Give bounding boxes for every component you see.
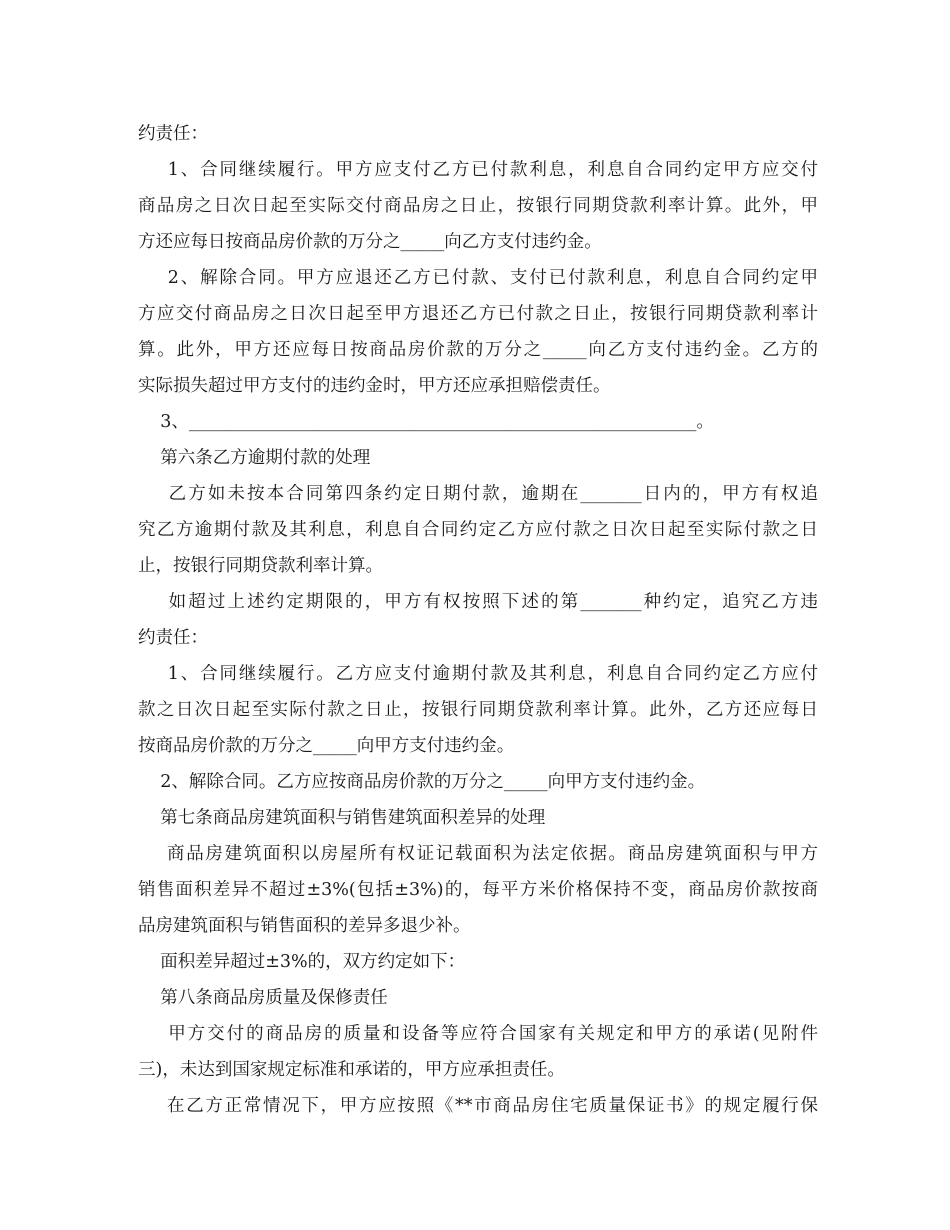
text-line: 约责任：	[138, 628, 208, 648]
text-line: 在乙方正常情况下，甲方应按照《**市商品房住宅质量保证书》的规定履行保	[138, 1096, 818, 1116]
section-heading: 第七条商品房建筑面积与销售建筑面积差异的处理	[138, 808, 546, 828]
text-line: 2、解除合同。乙方应按商品房价款的万分之_____向甲方支付违约金。	[138, 772, 706, 792]
document-body	[138, 116, 818, 1124]
text-line: 2、解除合同。甲方应退还乙方已付款、支付已付款利息，利息自合同约定甲	[138, 268, 818, 288]
text-line: 款之日次日起至实际付款之日止，按银行同期贷款利率计算。此外，乙方还应每日	[138, 700, 818, 720]
text-line: 究乙方逾期付款及其利息，利息自合同约定乙方应付款之日次日起至实际付款之日	[138, 520, 818, 540]
text-line: 商品房建筑面积以房屋所有权证记载面积为法定依据。商品房建筑面积与甲方	[138, 844, 818, 864]
section-heading: 第八条商品房质量及保修责任	[138, 988, 388, 1008]
text-line: 3、__________________________________________________________。	[138, 412, 714, 432]
text-line: 方应交付商品房之日次日起至甲方退还乙方已付款之日止，按银行同期贷款利率计	[138, 304, 818, 324]
text-line: 算。此外，甲方还应每日按商品房价款的万分之_____向乙方支付违约金。乙方的	[138, 340, 818, 360]
text-line: 乙方如未按本合同第四条约定日期付款，逾期在_______日内的，甲方有权追	[138, 484, 818, 504]
text-line: 1、合同继续履行。甲方应支付乙方已付款利息，利息自合同约定甲方应交付	[138, 160, 818, 180]
text-line: 如超过上述约定期限的，甲方有权按照下述的第_______种约定，追究乙方违	[138, 592, 818, 612]
text-line: 面积差异超过±3%的，双方约定如下：	[138, 952, 466, 972]
text-line: 1、合同继续履行。乙方应支付逾期付款及其利息，利息自合同约定乙方应付	[138, 664, 818, 684]
text-line: 方还应每日按商品房价款的万分之_____向乙方支付违约金。	[138, 232, 602, 252]
text-line: 甲方交付的商品房的质量和设备等应符合国家有关规定和甲方的承诺(见附件	[138, 1024, 818, 1044]
text-line: 商品房之日次日起至实际交付商品房之日止，按银行同期贷款利率计算。此外，甲	[138, 196, 818, 216]
text-line: 约责任：	[138, 124, 208, 144]
text-line: 销售面积差异不超过±3%(包括±3%)的，每平方米价格保持不变，商品房价款按商	[138, 880, 818, 900]
text-line: 按商品房价款的万分之_____向甲方支付违约金。	[138, 736, 515, 756]
section-heading: 第六条乙方逾期付款的处理	[138, 448, 371, 468]
text-line: 品房建筑面积与销售面积的差异多退少补。	[138, 916, 471, 936]
text-line: 实际损失超过甲方支付的违约金时，甲方还应承担赔偿责任。	[138, 376, 611, 396]
text-line: 止，按银行同期贷款利率计算。	[138, 556, 383, 576]
text-line: 三)，未达到国家规定标准和承诺的，甲方应承担责任。	[138, 1060, 565, 1080]
